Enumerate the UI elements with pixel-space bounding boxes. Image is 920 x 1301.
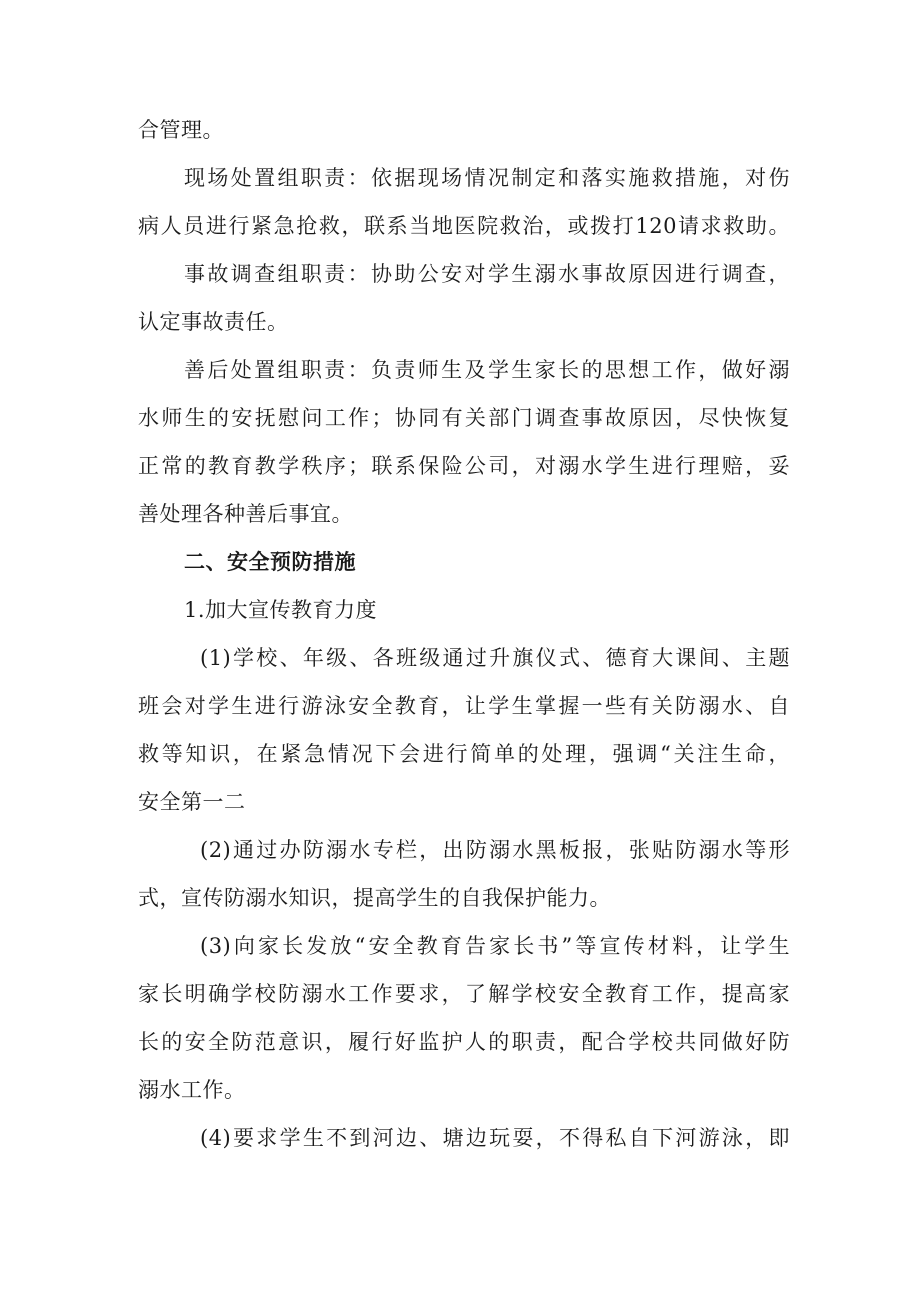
text-line: 式，宣传防溺水知识，提高学生的自我保护能力。: [138, 886, 611, 910]
text-line: 救等知识，在紧急情况下会进行简单的处理，强调“关注生命，: [138, 742, 790, 766]
document-page: [138, 106, 790, 1162]
text-line: 善处理各种善后事宜。: [138, 502, 353, 526]
list-item-3: [138, 922, 790, 1114]
paragraph-aftermath-handling: [138, 346, 790, 538]
list-item-1: [138, 634, 790, 826]
text-line: 长的安全防范意识，履行好监护人的职责，配合学校共同做好防: [138, 1030, 790, 1054]
text-line: (2)通过办防溺水专栏，出防溺水黑板报，张贴防溺水等形: [200, 838, 790, 862]
text-line: 病人员进行紧急抢救，联系当地医院救治，或拨打120请求救助。: [138, 214, 790, 238]
text-line: 安全第一二: [138, 790, 246, 814]
text-line: (4)要求学生不到河边、塘边玩耍，不得私自下河游泳，即: [200, 1126, 790, 1150]
text-line: 合管理。: [138, 118, 224, 142]
text-line: 溺水工作。: [138, 1078, 246, 1102]
subsection-heading: 1.加大宣传教育力度: [184, 598, 378, 622]
list-item-4: [138, 1114, 790, 1162]
text-line: (3)向家长发放“安全教育告家长书”等宣传材料，让学生: [200, 934, 790, 958]
text-line: 班会对学生进行游泳安全教育，让学生掌握一些有关防溺水、自: [138, 694, 790, 718]
text-line: 家长明确学校防溺水工作要求，了解学校安全教育工作，提高家: [138, 982, 790, 1006]
text-line: 事故调查组职责：协助公安对学生溺水事故原因进行调查，: [184, 262, 790, 286]
text-line: 水师生的安抚慰问工作；协同有关部门调查事故原因，尽快恢复: [138, 406, 790, 430]
text-line: 认定事故责任。: [138, 310, 289, 334]
list-item-2: [138, 826, 790, 922]
paragraph-accident-investigation: [138, 250, 790, 346]
section-heading: 二、安全预防措施: [184, 550, 356, 574]
text-line: 正常的教育教学秩序；联系保险公司，对溺水学生进行理赔，妥: [138, 454, 790, 478]
text-line: 现场处置组职责：依据现场情况制定和落实施救措施，对伤: [184, 166, 790, 190]
paragraph-scene-handling: [138, 154, 790, 250]
text-line: 善后处置组职责：负责师生及学生家长的思想工作，做好溺: [184, 358, 790, 382]
text-line: (1)学校、年级、各班级通过升旗仪式、德育大课间、主题: [200, 646, 790, 670]
